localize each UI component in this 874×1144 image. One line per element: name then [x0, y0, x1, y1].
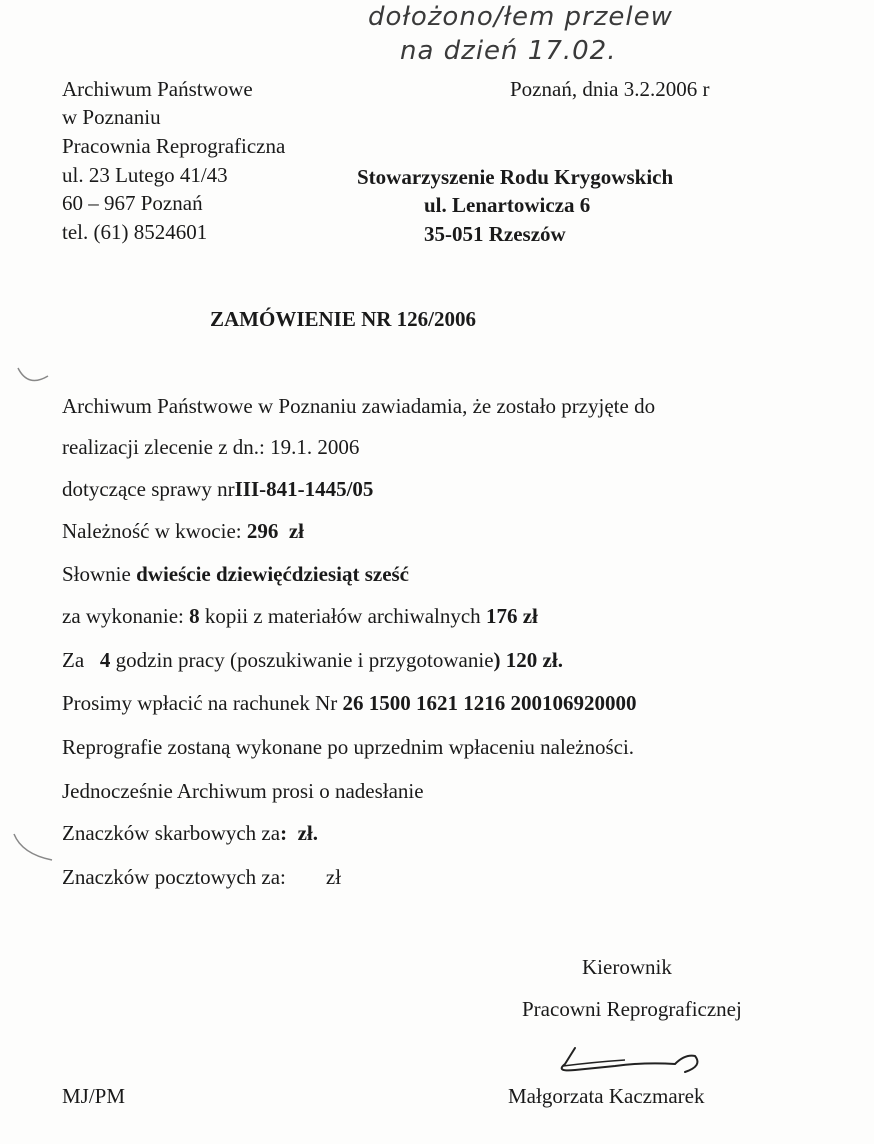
document-title: ZAMÓWIENIE NR 126/2006 [210, 307, 477, 331]
body-line-4 [62, 519, 304, 544]
signatory-name: Małgorzata Kaczmarek [508, 1084, 705, 1108]
signature-role-line1: Kierownik [582, 955, 672, 979]
body-line-8 [62, 691, 637, 716]
handwritten-note-line2: na dzień 17.02. [400, 36, 617, 66]
copies-amount: 176 zł [485, 604, 538, 628]
recipient-city: 35-051 Rzeszów [424, 222, 566, 246]
signature-role-line2: Pracowni Reprograficznej [522, 997, 742, 1021]
body-line-10: Jednocześnie Archiwum prosi o nadesłanie [62, 779, 424, 803]
punch-hole-mark [8, 830, 58, 870]
amount-in-words: dwieście dziewięćdziesiąt sześć [136, 562, 410, 586]
sender-line: w Poznaniu [62, 105, 161, 129]
body-line-5 [62, 562, 409, 587]
sender-line: Pracownia Reprograficzna [62, 134, 286, 158]
body-line-12 [62, 865, 341, 890]
hours-amount: ) 120 zł. [493, 648, 563, 672]
body-line-2: realizacji zlecenie z dn.: 19.1. 2006 [62, 435, 360, 459]
handwritten-signature [535, 1040, 715, 1080]
sender-line: Archiwum Państwowe [62, 77, 253, 101]
account-label: Prosimy wpłacić na rachunek Nr [62, 691, 343, 715]
hours-count: 4 [99, 648, 111, 672]
amount-value: 296 [246, 519, 279, 543]
case-number: III-841-1445/05 [234, 477, 374, 501]
punch-hole-mark [14, 362, 54, 392]
sender-line: 60 – 967 Poznań [62, 191, 203, 215]
body-line-7 [62, 648, 563, 673]
body-line-9: Reprografie zostaną wykonane po uprzednim wpłaceniu należności. [62, 735, 635, 759]
postage-stamps-label: Znaczków pocztowych za: [62, 865, 286, 889]
amount-label: Należność w kwocie: [62, 519, 247, 543]
body-line-11 [62, 821, 318, 846]
sender-line: ul. 23 Lutego 41/43 [62, 163, 228, 187]
copies-count: 8 [189, 604, 200, 628]
postage-stamps-value: zł [325, 865, 342, 889]
body-line-1: Archiwum Państwowe w Poznaniu zawiadamia, że zostało przyjęte do [62, 394, 656, 418]
sender-line: tel. (61) 8524601 [62, 220, 208, 244]
body-line-6 [62, 604, 538, 629]
body-line-3 [62, 477, 373, 502]
revenue-stamps-value: : zł. [280, 821, 318, 845]
reference-initials: MJ/PM [62, 1084, 126, 1108]
recipient-name: Stowarzyszenie Rodu Krygowskich [357, 165, 674, 189]
account-number: 26 1500 1621 1216 200106920000 [342, 691, 637, 715]
recipient-street: ul. Lenartowicza 6 [424, 193, 591, 217]
copies-label: za wykonanie: [62, 604, 190, 628]
words-label: Słownie [62, 562, 137, 586]
case-label: dotyczące sprawy nr [62, 477, 235, 501]
hours-text: godzin pracy (poszukiwanie i przygotowanie [110, 648, 494, 672]
place-date: Poznań, dnia 3.2.2006 r [510, 77, 710, 101]
revenue-stamps-label: Znaczków skarbowych za [62, 821, 281, 845]
hours-label: Za [62, 648, 100, 672]
amount-unit: zł [288, 519, 305, 543]
handwritten-note-line1: dołożono/łem przelew [368, 2, 673, 32]
copies-text: kopii z materiałów archiwalnych [199, 604, 486, 628]
